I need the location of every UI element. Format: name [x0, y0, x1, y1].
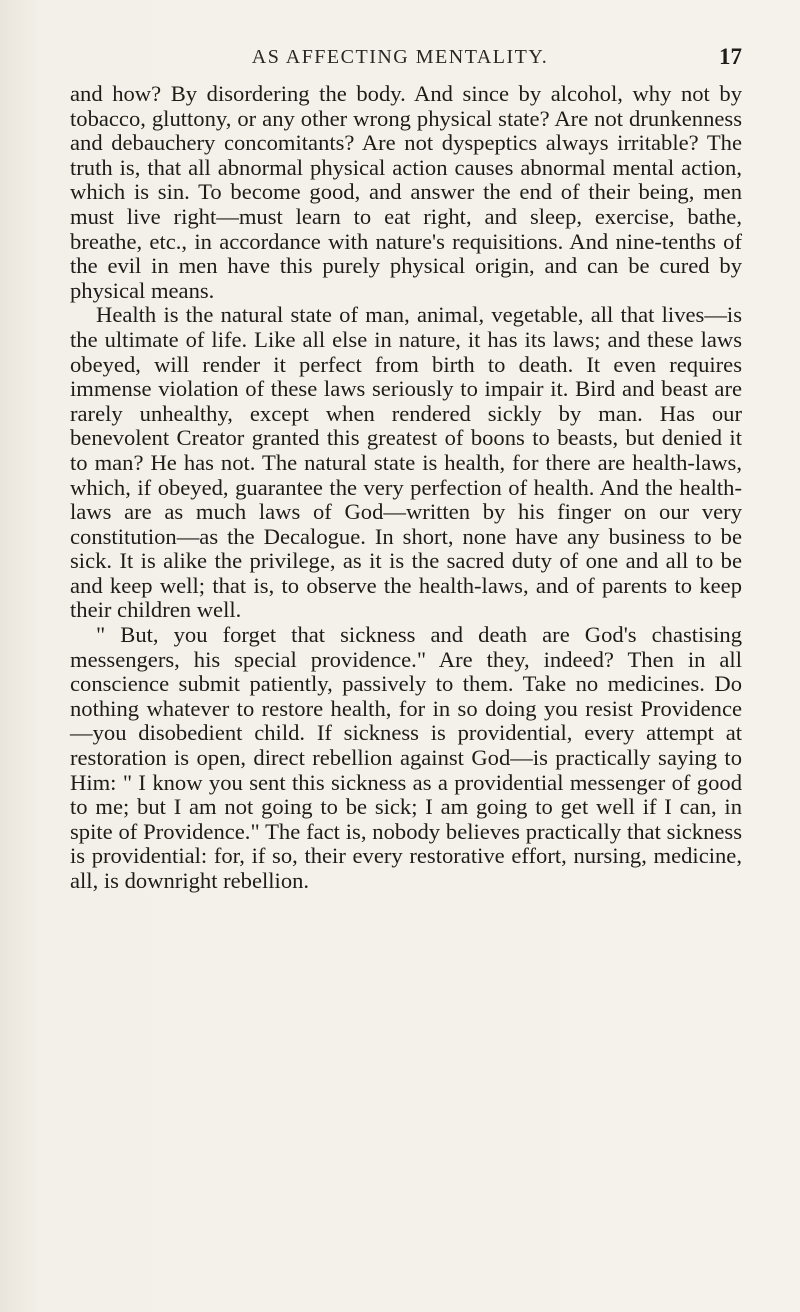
paragraph-providence: " But, you forget that sickness and death are God's chastising messengers, his special providence." Are they, indeed? Then in all conscience submit patiently, passively to them. Take no medicines. Do nothing whatever to restore health, for in so doing you resist Providence—you disobedient child. If sickness is providential, every attempt at restoration is open, direct rebellion against God—is practically saying to Him: " I know you sent this sickness as a providential messenger of good to me; but I am not going to be sick; I am going to get well if I can, in spite of Providence." The fact is, nobody believes practically that sickness is providential: for, if so, their every restorative effort, nursing, medicine, all, is downright rebellion. [70, 622, 742, 893]
paragraph-continuation: and how? By disordering the body. And since by alcohol, why not by tobacco, gluttony, or any other wrong physical state? Are not drunkenness and debauchery concomitants? Are not dyspeptics always irritable? The truth is, that all abnormal physical action causes abnormal mental action, which is sin. To become good, and answer the end of their being, men must live right—must learn to eat right, and sleep, exercise, bathe, breathe, etc., in accordance with nature's requisitions. And nine-tenths of the evil in men have this purely physical origin, and can be cured by physical means. [70, 81, 742, 303]
body-text [70, 82, 742, 894]
running-head [0, 44, 800, 74]
running-title: AS AFFECTING MENTALITY. [251, 46, 549, 68]
page-number: 17 [719, 44, 742, 69]
paragraph-health: Health is the natural state of man, animal, vegetable, all that lives—is the ultimate of life. Like all else in nature, it has its laws; and these laws obeyed, will render it perfect from birth to death. It even requires immense violation of these laws seriously to impair it. Bird and beast are rarely unhealthy, except when rendered sickly by man. Has our benevolent Creator granted this greatest of boons to beasts, but denied it to man? He has not. The natural state is health, for there are health-laws, which, if obeyed, guarantee the very perfection of health. And the health-laws are as much laws of God—written by his finger on our very constitution—as the Decalogue. In short, none have any business to be sick. It is alike the privilege, as it is the sacred duty of one and all to be and keep well; that is, to observe the health-laws, and of parents to keep their children well. [70, 302, 742, 623]
